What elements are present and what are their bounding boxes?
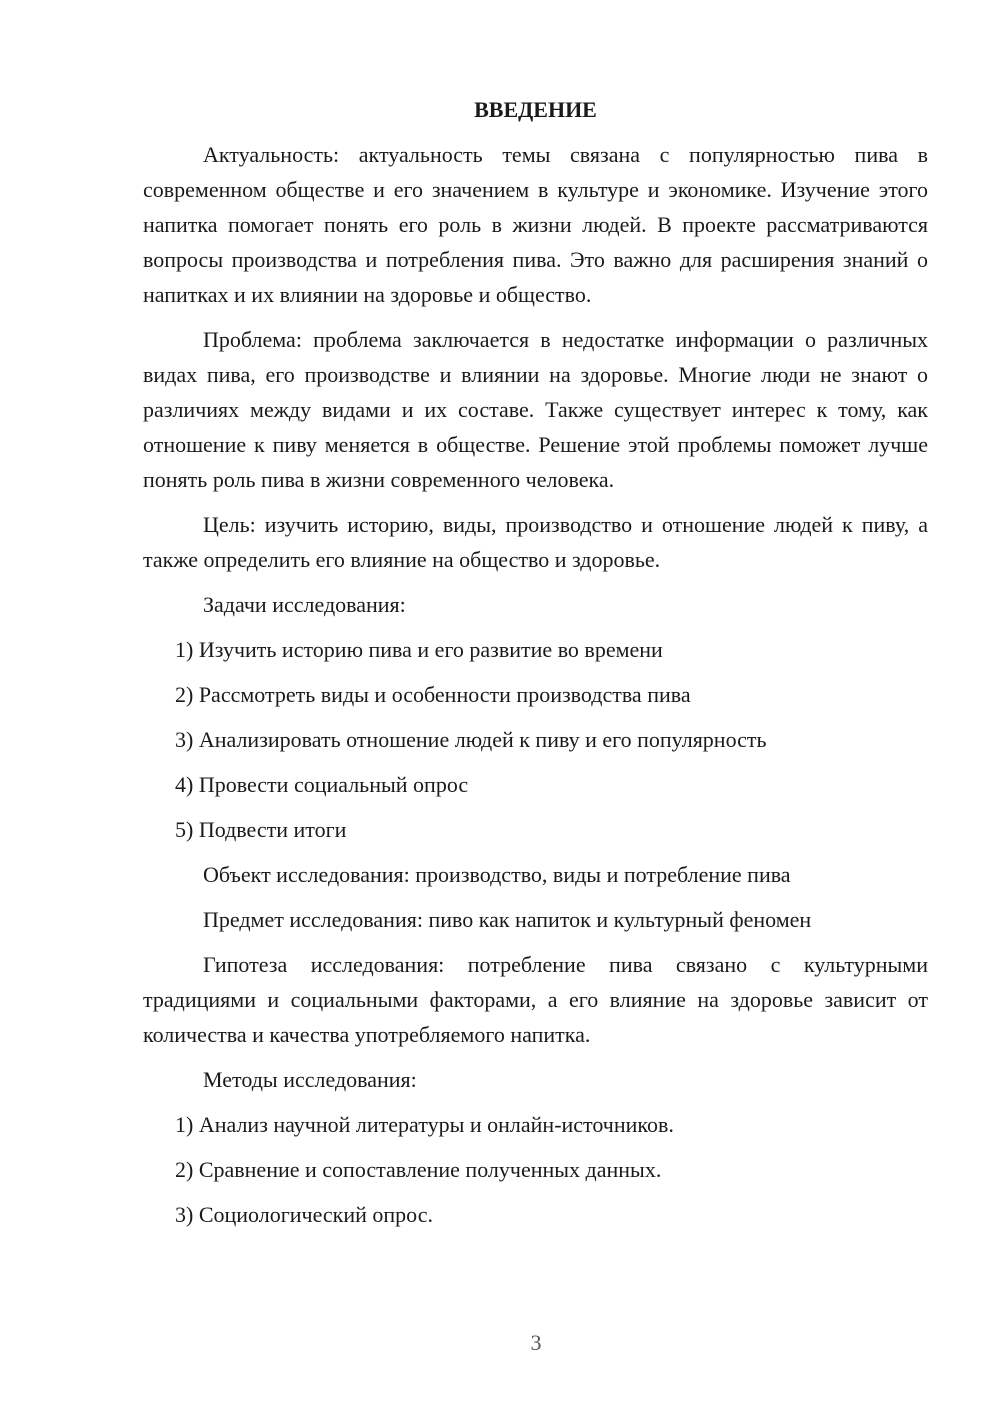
methods-heading: Методы исследования: <box>203 1067 417 1092</box>
document-page <box>143 92 928 1242</box>
list-item: 3) Анализировать отношение людей к пиву и его популярность <box>175 727 767 752</box>
tasks-heading: Задачи исследования: <box>203 592 406 617</box>
section-title: ВВЕДЕНИЕ <box>474 97 597 122</box>
list-item: 1) Изучить историю пива и его развитие во времени <box>175 637 663 662</box>
problem-paragraph: Проблема: проблема заключается в недостатке информации о различных видах пива, его производстве и влиянии на здоровье. Многие люди не знают о различиях между видами и их составе. Также существует интерес к тому, как отношение к пиву меняется в обществе. Решение этой проблемы поможет лучше понять роль пива в жизни современного человека. <box>143 327 928 492</box>
list-item: 2) Сравнение и сопоставление полученных данных. <box>175 1157 662 1182</box>
list-item: 2) Рассмотреть виды и особенности производства пива <box>175 682 691 707</box>
goal-paragraph: Цель: изучить историю, виды, производство и отношение людей к пиву, а также определить его влияние на общество и здоровье. <box>143 512 928 572</box>
list-item: 5) Подвести итоги <box>175 817 347 842</box>
relevance-paragraph: Актуальность: актуальность темы связана с популярностью пива в современном обществе и его значением в культуре и экономике. Изучение этого напитка помогает понять его роль в жизни людей. В проекте рассматриваются вопросы производства и потребления пива. Это важно для расширения знаний о напитках и их влиянии на здоровье и общество. <box>143 142 928 307</box>
hypothesis-paragraph: Гипотеза исследования: потребление пива связано с культурными традициями и социальными факторами, а его влияние на здоровье зависит от количества и качества употребляемого напитка. <box>143 952 928 1047</box>
list-item: 1) Анализ научной литературы и онлайн-источников. <box>175 1112 674 1137</box>
page-number: 3 <box>530 1330 542 1355</box>
tasks-list <box>143 632 928 847</box>
research-subject: Предмет исследования: пиво как напиток и культурный феномен <box>203 907 812 932</box>
methods-list <box>143 1107 928 1232</box>
list-item: 3) Социологический опрос. <box>175 1202 433 1227</box>
list-item: 4) Провести социальный опрос <box>175 772 469 797</box>
research-object: Объект исследования: производство, виды и потребление пива <box>203 862 791 887</box>
